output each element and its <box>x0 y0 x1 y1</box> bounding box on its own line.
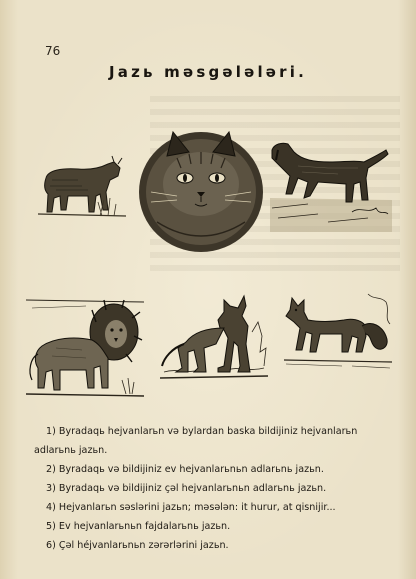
exercise-number: 6) <box>46 540 56 551</box>
exercise-text: Hejvanlarьn səslərini jazьn; məsələn: it hurur, at qisnijir... <box>58 502 336 513</box>
exercise-text: Byradaqь hejvanlarьn və bylardan baska bildijiniz hejvanlarьn adlarьnь jazьn. <box>34 426 358 456</box>
cat-icon <box>137 122 265 254</box>
exercise-text: Çəl héjvanlarьnьn zərərlərini jazьn. <box>58 540 229 551</box>
exercise-number: 1) <box>46 426 56 437</box>
exercise-item <box>34 479 396 498</box>
exercise-text: Byradaqь və bildijiniz çəl hejvanlarьnьn adlarьnь jazьn. <box>58 483 327 494</box>
exercise-number: 2) <box>46 464 56 475</box>
exercise-item <box>34 536 396 555</box>
lion-illustration <box>26 296 144 400</box>
dog-icon <box>268 138 394 234</box>
jackal-icon <box>158 292 270 386</box>
exercise-text: Ev hejvanlarьnьn fajdalarьnь jazьn. <box>58 521 231 532</box>
page-title: Jazь məsgələləri. <box>108 63 308 81</box>
cat-illustration <box>137 122 265 254</box>
exercise-number: 3) <box>46 483 56 494</box>
exercise-number: 5) <box>46 521 56 532</box>
calf-icon <box>38 150 126 222</box>
exercise-list <box>34 422 396 555</box>
jackal-illustration <box>158 292 270 386</box>
dog-illustration <box>268 138 394 234</box>
exercise-item <box>34 460 396 479</box>
calf-illustration <box>38 150 126 222</box>
exercise-item <box>34 517 396 536</box>
fox-icon <box>282 290 394 372</box>
lion-icon <box>26 296 144 400</box>
exercise-number: 4) <box>46 502 56 513</box>
page-number: 76 <box>45 44 61 58</box>
exercise-item <box>34 422 396 460</box>
exercise-text: Byradaqь və bildijiniz ev hejvanlarьnьn adlarьnь jazьn. <box>58 464 324 475</box>
fox-illustration <box>282 290 394 372</box>
exercise-item <box>34 498 396 517</box>
